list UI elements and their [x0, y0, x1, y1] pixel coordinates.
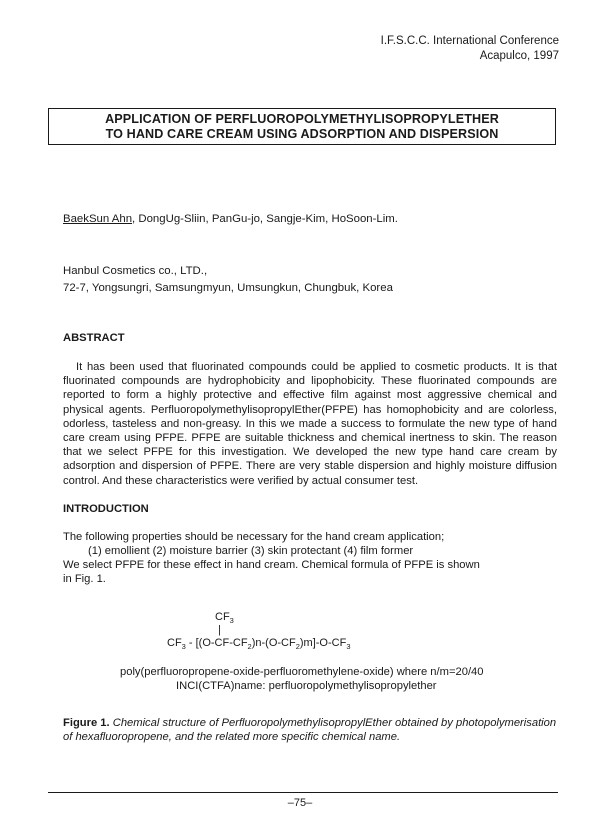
lead-author: BaekSun Ahn — [63, 213, 133, 225]
page-number: –75– — [287, 797, 313, 809]
conference-name: I.F.S.C.C. International Conference — [380, 35, 559, 47]
intro-line-3: We select PFPE for these effect in hand cream. Chemical formula of PFPE is shown — [63, 559, 480, 571]
paper-title-box — [48, 108, 556, 145]
abstract-text: It has been used that fluorinated compounds could be applied to cosmetic products. It is that fluorinated compounds are hydrophobicity and lipophobicity. These fluorinated compounds are reported to form a highly protective and effective film against most aggressive chemical and physical agents. PerfluoropolymethylisopropylEther(PFPE) has homophobicity and are colorless, odorless, tasteless and non-greasy. In this we made a success to formulate the new type of hand care cream using PFPE. PFPE are suitable thickness and chemical inertness to skin. The reason that we select PFPE for this investigation. We developed the new type hand care cream by adsorption and dispersion of PFPE. There are very stable dispersion and highly moisture diffusion control. And these characteristics were verified by actual consumer test. — [63, 361, 557, 487]
intro-properties-list: (1) emollient (2) moisture barrier (3) skin protectant (4) film former — [88, 545, 414, 557]
intro-line-4: in Fig. 1. — [63, 573, 106, 585]
affiliation-address: 72-7, Yongsungri, Samsungmyun, Umsungkun, Chungbuk, Korea — [63, 282, 393, 294]
formula-main-chain: $CF_3 - [(O-CF-CF_2)n-(O-CF_2)m]-O-CF_3$ — [167, 637, 351, 652]
introduction-heading: INTRODUCTION — [63, 503, 149, 515]
inci-name: INCI(CTFA)name: perfluoropolymethylisopropylether — [176, 680, 437, 692]
paper-title-line-1: APPLICATION OF PERFLUOROPOLYMETHYLISOPROPYLETHER — [105, 112, 499, 126]
intro-line-1: The following properties should be necessary for the hand cream application; — [63, 531, 445, 543]
footer-divider — [48, 792, 558, 793]
figure-caption — [63, 716, 557, 744]
abstract-heading: ABSTRACT — [63, 332, 125, 344]
paper-title-line-2: TO HAND CARE CREAM USING ADSORPTION AND DISPERSION — [105, 127, 499, 141]
conference-location-year: Acapulco, 1997 — [479, 50, 559, 62]
author-list — [63, 213, 398, 225]
figure-label: Figure 1. — [63, 717, 110, 729]
figure-caption-text: Chemical structure of PerfluoropolymethylisopropylEther obtained by photopolymerisation of hexafluoropropene, and the related more specific chemical name. — [63, 717, 557, 744]
formula-branch-group: $CF_3$ — [215, 611, 234, 626]
formula-bond: | — [218, 624, 221, 636]
affiliation-company: Hanbul Cosmetics co., LTD., — [63, 265, 208, 277]
co-authors: , DongUg-Sliin, PanGu-jo, Sangje-Kim, HoSoon-Lim. — [132, 213, 398, 225]
chemical-name: poly(perfluoropropene-oxide-perfluoromethylene-oxide) where n/m=20/40 — [120, 666, 484, 678]
